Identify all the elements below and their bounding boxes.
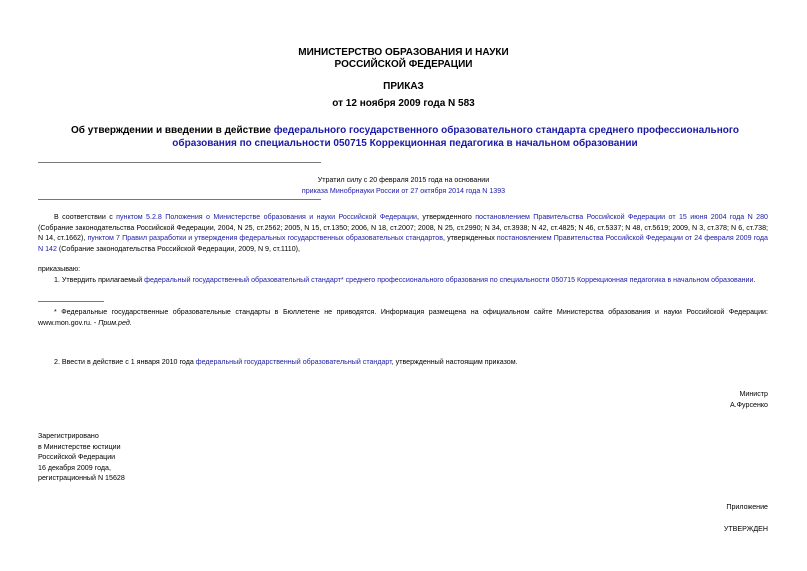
status-note-link[interactable]: приказа Минобрнауки России от 27 октября 2014 года N 1393 xyxy=(301,186,506,195)
order-word: приказываю: xyxy=(38,265,81,273)
standard-link-2[interactable]: федеральный государственный образовательный стандарт xyxy=(195,358,392,366)
ministry-line-2: РОССИЙСКОЙ ФЕДЕРАЦИИ xyxy=(334,59,473,70)
status-note xyxy=(0,175,807,196)
doc-type: ПРИКАЗ xyxy=(383,81,424,92)
title-prefix: Об утверждении и введении в действие xyxy=(71,125,274,136)
registration-line: Зарегистрировано xyxy=(38,432,99,440)
item-text: 1. Утвердить прилагаемый xyxy=(54,276,145,284)
registration-line: Российской Федерации xyxy=(38,453,116,461)
item-text: , утвержденный настоящим приказом. xyxy=(391,358,518,366)
ministry-name xyxy=(0,47,807,71)
appendix-label: Приложение xyxy=(726,503,768,511)
preamble-text: В соответствии с xyxy=(54,213,117,221)
standard-link[interactable]: федеральный государственный образовательный стандарт* среднего профессионального образования по специальности 050715 Коррекционная педагогика в начальном образовании xyxy=(144,276,754,284)
footnote xyxy=(38,307,768,328)
preamble-paragraph xyxy=(38,212,768,254)
doc-date-number: от 12 ноября 2009 года N 583 xyxy=(332,98,475,109)
government-decree-142-link[interactable]: постановлением Правительства Российской Федерации от 24 февраля 2009 года N 142 xyxy=(38,234,768,253)
rules-link[interactable]: пунктом 7 Правил разработки и утверждения федеральных государственных образовательных стандартов xyxy=(87,234,443,242)
signature-block xyxy=(730,389,768,410)
registration-block xyxy=(38,431,125,484)
status-note-text: Утратил силу с 20 февраля 2015 года на основании xyxy=(317,176,490,184)
registration-line: 16 декабря 2009 года, xyxy=(38,463,111,472)
item-text: . xyxy=(753,276,756,284)
preamble-text: (Собрание законодательства Российской Федерации, 2004, N 25, ст.2562; 2005, N 15, ст.1350; 2006, N 18, ст.2007; 2008, N 25, ст.2990; N 34, ст.3938; N 42, ст.4825; N 46, ст.5337; N 48, ст.5619; 2009, N 3, ст.378; N 6, ст.738; N 14, ст.1662), xyxy=(38,223,768,242)
title-standard-link[interactable]: федерального государственного образовательного стандарта среднего профессионального образования по специальности 050715 Коррекционная педагогика в начальном образовании xyxy=(172,125,739,149)
order-item-2 xyxy=(54,357,768,368)
preamble-text: , утвержденных xyxy=(443,234,497,242)
government-decree-280-link[interactable]: постановлением Правительства Российской Федерации от 15 июня 2004 года N 280 xyxy=(475,213,768,221)
signature-position: Министр xyxy=(739,390,768,398)
item-text: 2. Ввести в действие с 1 января 2010 года xyxy=(54,358,196,366)
registration-line: в Министерстве юстиции xyxy=(38,442,121,451)
footnote-separator xyxy=(38,301,104,302)
document-title xyxy=(55,125,755,150)
signature-name: А.Фурсенко xyxy=(729,400,768,409)
editor-note: Прим.ред. xyxy=(98,318,132,327)
preamble-text: (Собрание законодательства Российской Федерации, 2009, N 9, ст.1110), xyxy=(56,244,300,253)
order-item-1 xyxy=(38,275,768,286)
regulation-link[interactable]: пунктом 5.2.8 Положения о Министерстве образования и науки Российской Федерации xyxy=(116,213,418,221)
approved-label: УТВЕРЖДЕН xyxy=(723,525,768,533)
ministry-line-1: МИНИСТЕРСТВО ОБРАЗОВАНИЯ И НАУКИ xyxy=(298,47,509,58)
separator-line xyxy=(38,199,321,200)
separator-line xyxy=(38,162,321,163)
registration-line: регистрационный N 15628 xyxy=(38,474,125,482)
footnote-text: * Федеральные государственные образовательные стандарты в Бюллетене не приводятся. Информация размещена на официальном сайте Министерства образования и науки Российской Федерации: www.mon.gov.ru. - xyxy=(38,308,768,327)
preamble-text: , утвержденного xyxy=(417,213,476,221)
